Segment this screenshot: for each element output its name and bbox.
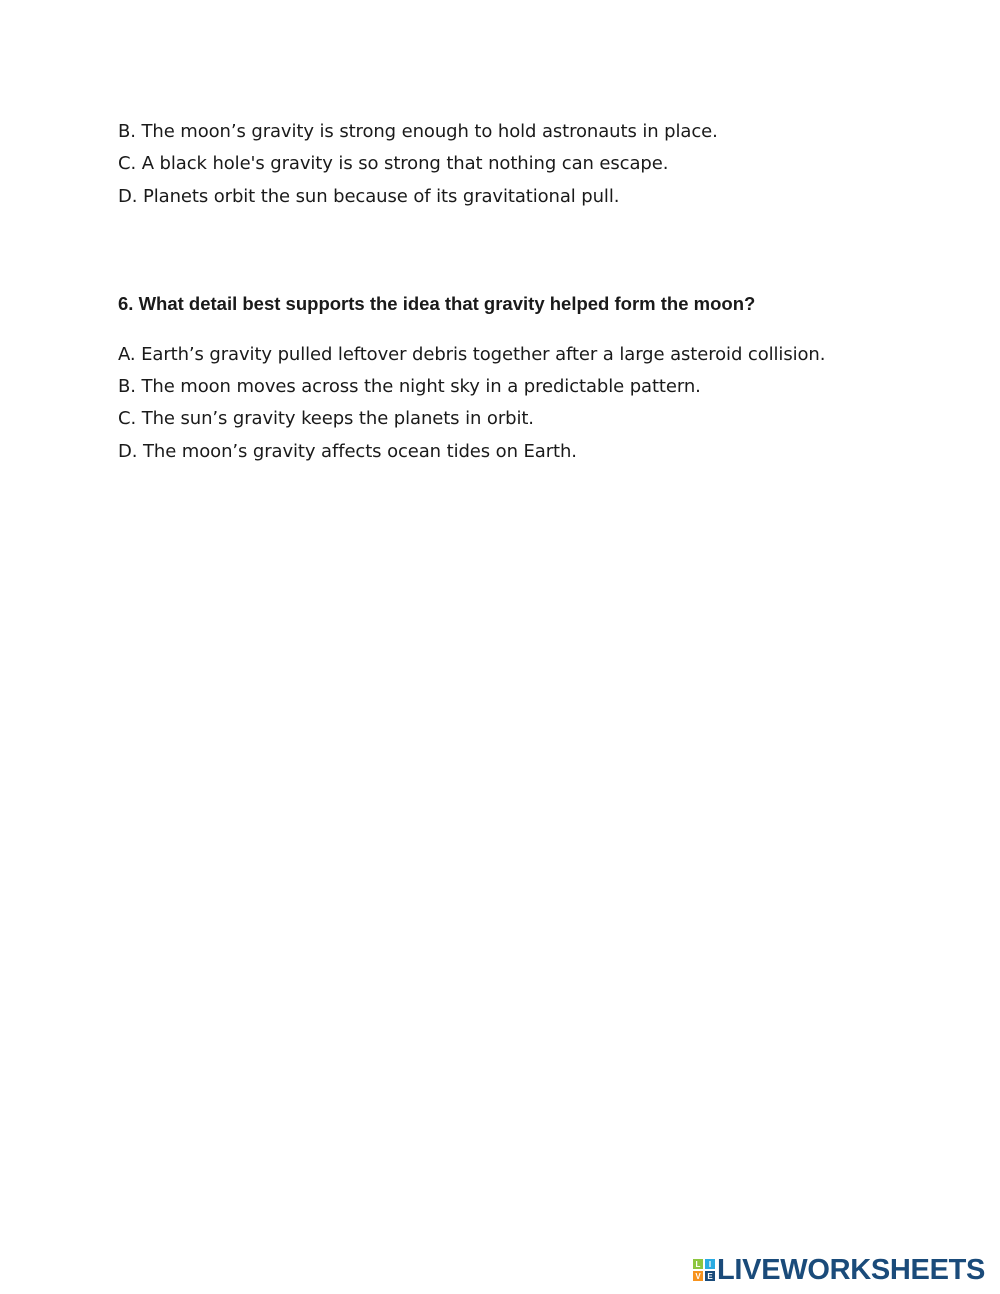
option-a[interactable]: A. Earth’s gravity pulled leftover debris together after a large asteroid collision. — [118, 344, 826, 365]
logo-wordmark: LIVEWORKSHEETS — [717, 1254, 986, 1286]
question-6-text: 6. What detail best supports the idea that gravity helped form the moon? — [118, 293, 756, 314]
option-d[interactable]: D. The moon’s gravity affects ocean tides on Earth. — [118, 441, 577, 462]
option-b[interactable]: B. The moon’s gravity is strong enough to hold astronauts in place. — [118, 121, 718, 142]
liveworksheets-logo — [693, 1255, 985, 1285]
svg-text:V: V — [695, 1272, 701, 1281]
option-b[interactable]: B. The moon moves across the night sky in a predictable pattern. — [118, 376, 701, 397]
liveworksheets-logo-icon — [693, 1259, 715, 1281]
svg-text:E: E — [707, 1272, 713, 1281]
svg-text:I: I — [708, 1260, 712, 1269]
svg-text:L: L — [695, 1260, 701, 1269]
option-d[interactable]: D. Planets orbit the sun because of its gravitational pull. — [118, 186, 620, 207]
option-c[interactable]: C. A black hole's gravity is so strong that nothing can escape. — [118, 153, 669, 174]
option-c[interactable]: C. The sun’s gravity keeps the planets in orbit. — [118, 408, 534, 429]
